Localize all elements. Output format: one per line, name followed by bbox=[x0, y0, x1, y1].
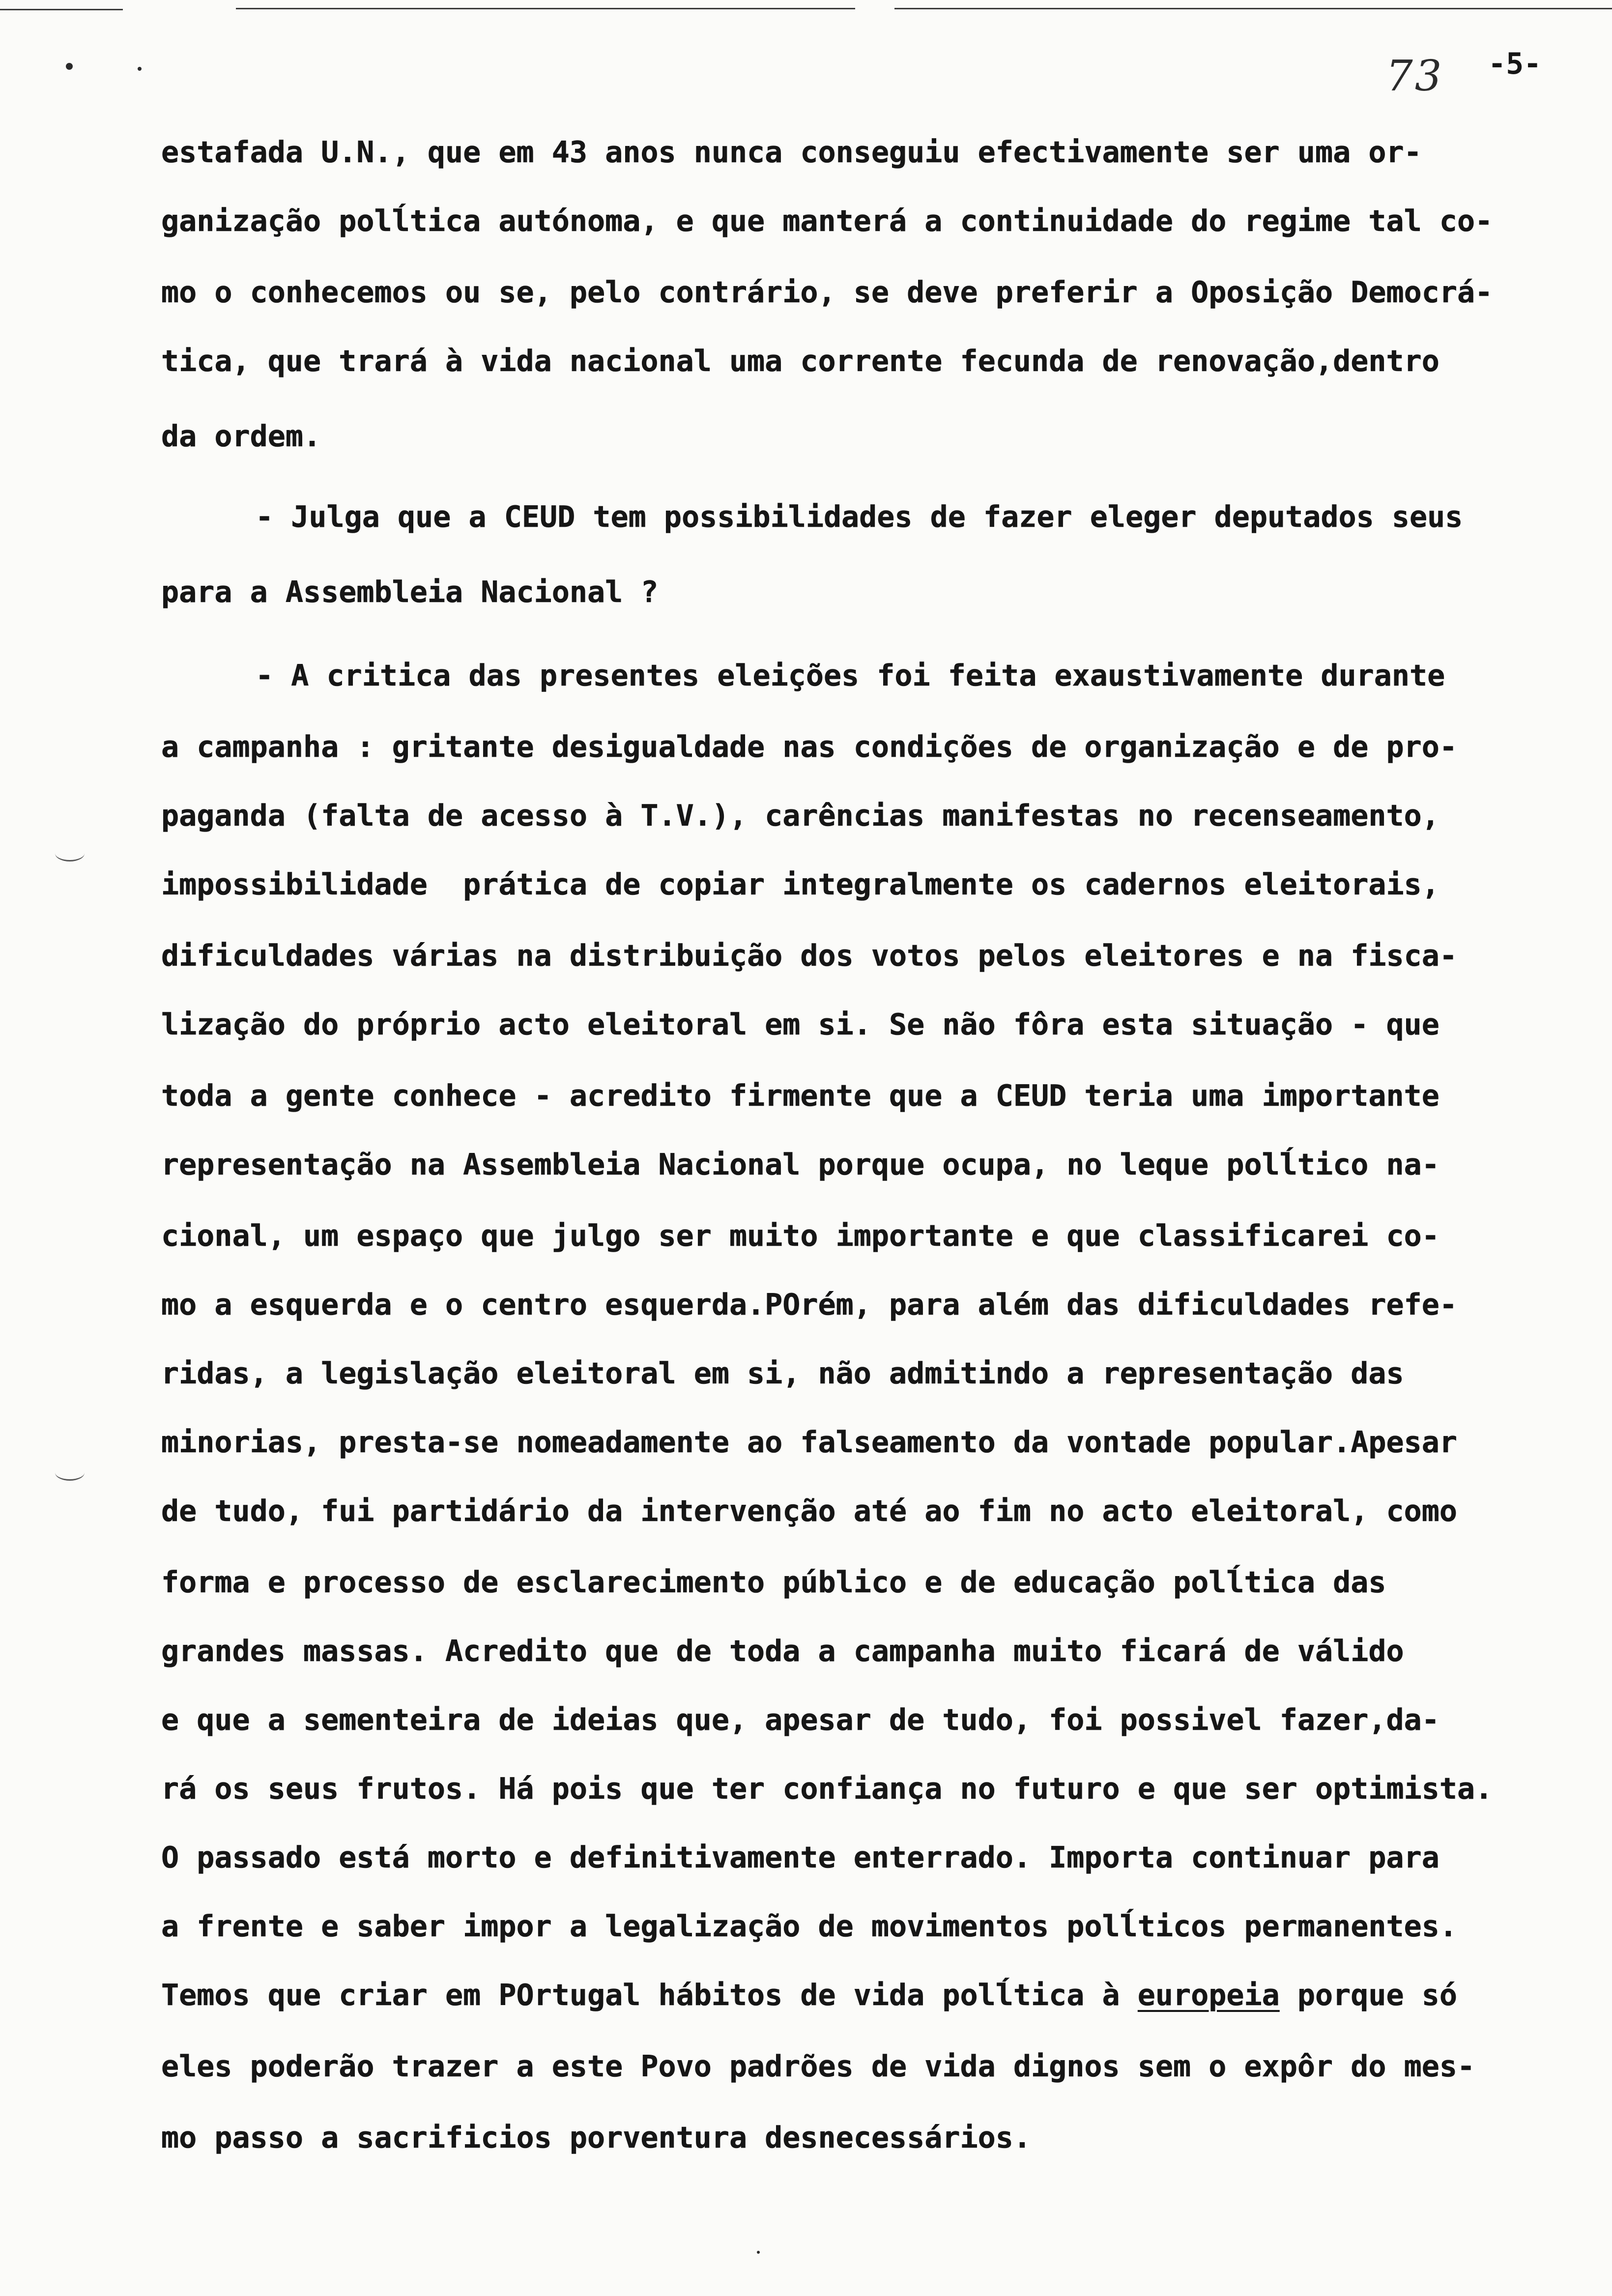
scan-speck bbox=[757, 2251, 760, 2254]
scan-speck bbox=[138, 67, 142, 71]
answer-line: cional, um espaço que julgo ser muito importante e que classificarei co- bbox=[161, 1219, 1439, 1253]
interview-question-line: - Julga que a CEUD tem possibilidades de fazer eleger deputados seus bbox=[256, 500, 1463, 534]
answer-line-start: Temos que criar em POrtugal hábitos de vida polĺtica à bbox=[161, 1978, 1138, 2012]
scan-edge-rule-center bbox=[236, 8, 855, 9]
answer-line-end: porque só bbox=[1279, 1978, 1457, 2012]
answer-line: a campanha : gritante desigualdade nas condições de organização e de pro- bbox=[161, 730, 1457, 764]
handwritten-page-number: 73 bbox=[1386, 52, 1444, 101]
answer-line: dificuldades várias na distribuição dos votos pelos eleitores e na fisca- bbox=[161, 939, 1457, 973]
answer-line: mo passo a sacrificios porventura desnecessários. bbox=[161, 2121, 1032, 2155]
answer-line: minorias, presta-se nomeadamente ao falseamento da vontade popular.Apesar bbox=[161, 1425, 1457, 1460]
scan-edge-rule-left bbox=[0, 9, 123, 10]
answer-line: eles poderão trazer a este Povo padrões de vida dignos sem o expôr do mes- bbox=[161, 2049, 1475, 2084]
answer-line: de tudo, fui partidário da intervenção até ao fim no acto eleitoral, como bbox=[161, 1494, 1457, 1528]
text-line: estafada U.N., que em 43 anos nunca conseguiu efectivamente ser uma or- bbox=[161, 135, 1422, 170]
interview-question-line: para a Assembleia Nacional ? bbox=[161, 575, 659, 609]
text-line: ganização polĺtica autónoma, e que manterá a continuidade do regime tal co- bbox=[161, 204, 1493, 238]
punch-hole-mark bbox=[55, 845, 85, 861]
answer-line: lização do próprio acto eleitoral em si. Se não fôra esta situação - que bbox=[161, 1007, 1439, 1042]
answer-line-with-underline bbox=[161, 1976, 1457, 2015]
punch-hole-mark bbox=[55, 1464, 85, 1481]
answer-line: paganda (falta de acesso à T.V.), carências manifestas no recenseamento, bbox=[161, 799, 1439, 833]
text-line: mo o conhecemos ou se, pelo contrário, se deve preferir a Oposição Democrá- bbox=[161, 275, 1493, 310]
text-line: da ordem. bbox=[161, 419, 321, 454]
scan-speck bbox=[66, 63, 73, 70]
text-line: tica, que trará à vida nacional uma corrente fecunda de renovação,dentro bbox=[161, 344, 1439, 378]
page-number: -5- bbox=[1488, 47, 1542, 81]
scan-edge-rule-right bbox=[894, 8, 1612, 9]
answer-line: grandes massas. Acredito que de toda a campanha muito ficará de válido bbox=[161, 1634, 1404, 1668]
answer-line: rá os seus frutos. Há pois que ter confiança no futuro e que ser optimista. bbox=[161, 1772, 1493, 1806]
answer-line: O passado está morto e definitivamente enterrado. Importa continuar para bbox=[161, 1840, 1439, 1875]
answer-line: mo a esquerda e o centro esquerda.POrém, para além das dificuldades refe- bbox=[161, 1288, 1457, 1322]
answer-line: ridas, a legislação eleitoral em si, não admitindo a representação das bbox=[161, 1356, 1404, 1391]
answer-line: e que a sementeira de ideias que, apesar de tudo, foi possivel fazer,da- bbox=[161, 1703, 1439, 1737]
answer-line: toda a gente conhece - acredito firmente que a CEUD teria uma importante bbox=[161, 1079, 1439, 1113]
underlined-word: europeia bbox=[1137, 1978, 1280, 2012]
answer-line: impossibilidade prática de copiar integralmente os cadernos eleitorais, bbox=[161, 867, 1439, 902]
answer-line: forma e processo de esclarecimento público e de educação polĺtica das bbox=[161, 1565, 1386, 1600]
answer-line: - A critica das presentes eleições foi feita exaustivamente durante bbox=[256, 659, 1445, 693]
answer-line: a frente e saber impor a legalização de movimentos polĺticos permanentes. bbox=[161, 1909, 1457, 1944]
answer-line: representação na Assembleia Nacional porque ocupa, no leque polĺtico na- bbox=[161, 1148, 1439, 1182]
